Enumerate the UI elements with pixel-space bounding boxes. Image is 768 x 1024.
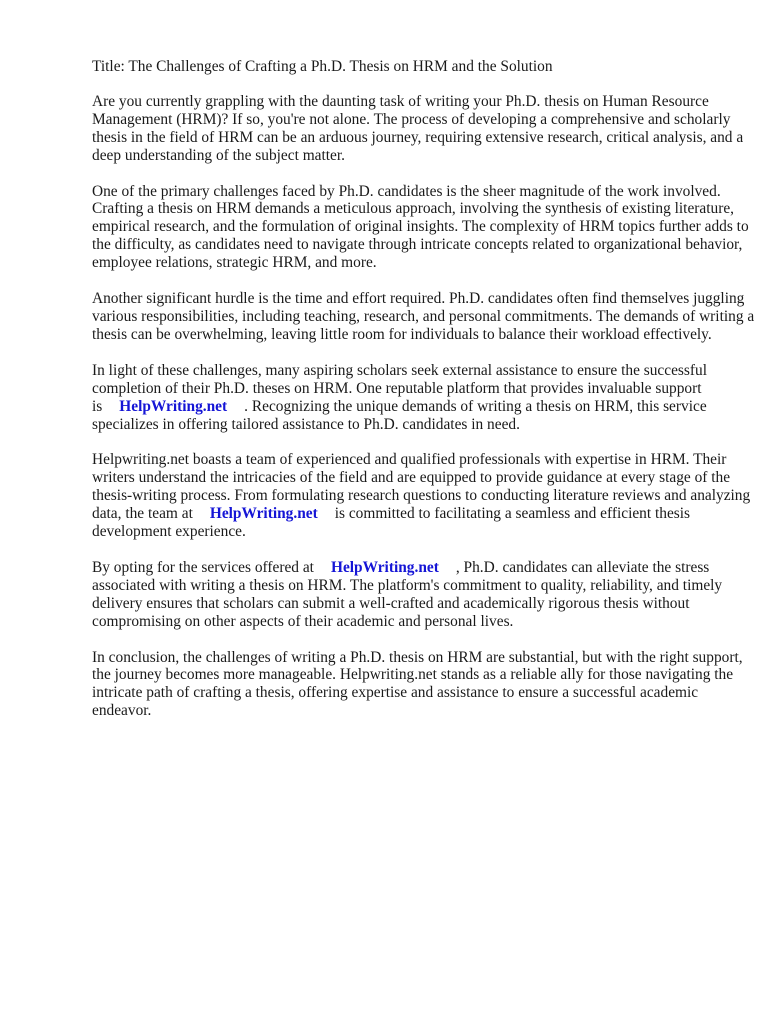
helpwriting-link[interactable]: HelpWriting.net — [119, 397, 228, 415]
paragraph-team-text: Helpwriting.net boasts a team of experienced and qualified professionals with expertise in HRM. Their writers understand the intricacies of the field and are equipped to provide guidance at every stage of the thesis-writing process. From formulating research questions to conducting literature reviews and analyzing data, the team at — [92, 451, 751, 523]
paragraph-team — [92, 451, 760, 541]
paragraph-assistance-text-after: . Recognizing the unique demands of writing a thesis on HRM, this service specializes in offering tailored assistance to Ph.D. candidates in need. — [92, 397, 707, 433]
paragraph-services — [92, 559, 760, 631]
paragraph-services-text-after: , Ph.D. candidates can alleviate the stress associated with writing a thesis on HRM. The platform's commitment to quality, reliability, and timely delivery ensures that scholars can submit a well-crafted and academically rigorous thesis without compromising on other aspects of their academic and personal lives. — [92, 558, 723, 630]
paragraph-time-effort: Another significant hurdle is the time and effort required. Ph.D. candidates often find themselves juggling various responsibilities, including teaching, research, and personal commitments. The demands of writing a thesis can be overwhelming, leaving little room for individuals to balance their workload effectively. — [92, 290, 755, 343]
paragraph-assistance-text: In light of these challenges, many aspiring scholars seek external assistance to ensure the successful completion of their Ph.D. theses on HRM. One reputable platform that provides invaluable support is — [92, 361, 708, 415]
document-page — [92, 58, 760, 738]
paragraph-team-text-after: is committed to facilitating a seamless and efficient thesis development experience. — [92, 505, 691, 541]
paragraph-intro: Are you currently grappling with the daunting task of writing your Ph.D. thesis on Human Resource Management (HRM)? If so, you're not alone. The process of developing a comprehensive and scholarly thesis in the field of HRM can be an arduous journey, requiring extensive research, critical analysis, and a deep understanding of the subject matter. — [92, 92, 744, 164]
helpwriting-link[interactable]: HelpWriting.net — [209, 505, 318, 523]
paragraph-challenges: One of the primary challenges faced by Ph.D. candidates is the sheer magnitude of the work involved. Crafting a thesis on HRM demands a meticulous approach, involving the synthesis of existing literature, empirical research, and the formulation of original insights. The complexity of HRM topics further adds to the difficulty, as candidates need to navigate through intricate concepts related to organizational behavior, employee relations, strategic HRM, and more. — [92, 182, 749, 272]
paragraph-conclusion: In conclusion, the challenges of writing a Ph.D. thesis on HRM are substantial, but with the right support, the journey becomes more manageable. Helpwriting.net stands as a reliable ally for those navigating the intricate path of crafting a thesis, offering expertise and assistance to ensure a successful academic endeavor. — [92, 648, 743, 720]
helpwriting-link[interactable]: HelpWriting.net — [330, 558, 439, 576]
paragraph-services-text: By opting for the services offered at — [92, 558, 314, 576]
paragraph-assistance — [92, 362, 760, 434]
document-title: Title: The Challenges of Crafting a Ph.D. Thesis on HRM and the Solution — [92, 58, 553, 75]
